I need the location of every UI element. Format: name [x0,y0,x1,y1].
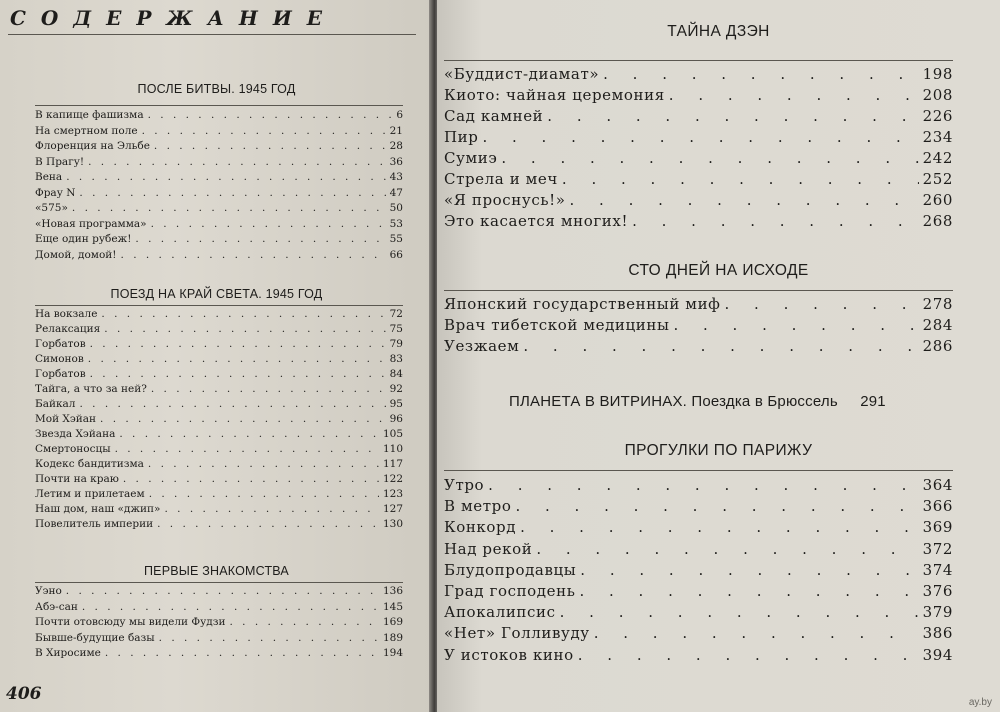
dot-leader [82,601,379,613]
toc-entry [444,518,953,536]
dot-leader [66,585,379,597]
section-rule [35,305,403,306]
section-heading: ПОСЛЕ БИТВЫ. 1945 ГОД [137,82,296,96]
toc-entry-title: Летим и прилетаем [35,488,145,500]
page-ref: 379 [922,603,953,622]
toc-entry [35,338,403,350]
toc-entry-title: Флоренция на Эльбе [35,140,150,152]
toc-entry [444,337,953,355]
toc-entry [35,473,403,485]
dot-leader [594,624,919,642]
page-ref: 122 [382,473,403,485]
page-ref: 110 [382,443,403,455]
dot-leader [148,109,393,121]
toc-entry [444,65,953,83]
dot-leader [725,295,919,313]
toc-entry [35,413,403,425]
toc-entry-title: Бывше-будущие базы [35,631,155,644]
toc-entry-title: У истоков кино [444,645,574,664]
dot-leader [562,170,919,188]
toc-entry [35,616,403,628]
toc-entry [35,171,403,183]
left-page [0,0,433,712]
dot-leader [154,140,386,152]
toc-entry [35,353,403,365]
page-ref: 366 [922,497,953,516]
dot-leader [72,202,386,214]
toc-entry-title: Горбатов [35,368,86,380]
toc-entry-title: Это касается многих! [444,212,629,230]
toc-entry-title: В Прагу! [35,155,85,168]
dot-leader [632,212,918,230]
page-ref: 376 [922,582,953,600]
toc-entry-title: «Новая программа» [35,217,147,230]
toc-entry-title: Наш дом, наш «джип» [35,503,161,515]
toc-entry-title: Утро [444,476,485,494]
toc-entry-title: Почти на краю [35,473,119,485]
page-ref: 105 [382,428,403,440]
section-rule [35,105,403,106]
section-heading: ПОЕЗД НА КРАЙ СВЕТА. 1945 ГОД [110,287,323,301]
toc-entry [35,233,403,245]
toc-entry [444,603,953,621]
page-ref: 47 [389,186,403,199]
dot-leader [88,156,386,168]
dot-leader [149,488,379,500]
page-ref: 43 [389,171,403,183]
toc-entry [444,646,953,664]
toc-entry [444,561,953,579]
page-ref: 53 [389,217,403,230]
page-ref: 96 [389,413,403,425]
toc-entry [35,187,403,199]
dot-leader [115,443,379,455]
page-ref: 386 [922,624,953,643]
toc-entry [35,323,403,335]
dot-leader [90,338,386,350]
toc-entry [35,125,403,137]
section-rule [444,290,953,291]
section-subtitle: Поездка в Брюссель [691,393,838,410]
dot-leader [488,476,918,494]
toc-entry-title: Байкал [35,398,76,410]
toc-entry [35,109,403,121]
toc-entry [35,632,403,644]
dot-leader [579,582,918,600]
header-rule [8,34,416,35]
toc-entry [444,128,953,146]
page-ref: 291 [860,393,886,410]
toc-entry [35,458,403,470]
page-ref: 208 [922,86,953,104]
page-ref: 36 [389,155,403,168]
toc-entry-title: На смертном поле [35,124,138,137]
toc-entry-title: «575» [35,202,68,214]
page-ref: 83 [389,353,403,365]
page-ref: 50 [389,202,403,214]
dot-leader [148,458,379,470]
toc-entry [35,218,403,230]
page-ref: 260 [922,191,953,209]
toc-entry-title: Пир [444,128,479,146]
toc-entry [35,368,403,380]
toc-entry-title: Сумиэ [444,149,498,167]
toc-entry [444,476,953,494]
toc-entry-title: Абэ-сан [35,600,78,613]
dot-leader [673,316,918,334]
dot-leader [229,616,378,628]
toc-entry [444,624,953,642]
dot-leader [669,86,919,104]
toc-entry [444,212,953,230]
toc-entry-title: В метро [444,497,512,516]
page-ref: 136 [382,585,403,597]
toc-entry-title: Домой, домой! [35,248,117,261]
toc-entry-title: Над рекой [444,539,533,558]
page-ref: 6 [396,109,403,121]
dot-leader [560,603,919,621]
toc-entry-title: Релаксация [35,323,101,335]
toc-entry [444,191,953,209]
page-ref: 278 [922,295,953,313]
toc-entry [35,202,403,214]
toc-entry-title: Смертоносцы [35,443,111,455]
page-ref: 21 [389,124,403,137]
page-ref: 66 [389,248,403,261]
toc-entry-title: Вена [35,171,63,183]
dot-leader [88,353,386,365]
section-heading: ПРОГУЛКИ ПО ПАРИЖУ [624,442,813,459]
toc-entry [444,582,953,600]
toc-entry [444,170,953,188]
dot-leader [578,646,919,664]
toc-entry [35,503,403,515]
toc-entry-title: Апокалипсис [444,603,556,622]
toc-entry [35,601,403,613]
toc-entry [444,497,953,515]
toc-entry-title: Блудопродавцы [444,560,577,579]
dot-leader [104,323,385,335]
dot-leader [520,518,918,536]
dot-leader [79,398,385,410]
section-heading: СТО ДНЕЙ НА ИСХОДЕ [628,262,809,279]
page-ref: 117 [382,458,403,470]
toc-entry-title: Сад камней [444,107,544,125]
toc-entry [444,540,953,558]
page-ref: 95 [389,398,403,410]
page-ref: 130 [382,518,403,530]
toc-entry-title: Киото: чайная церемония [444,86,665,104]
dot-leader [66,171,385,183]
toc-entry-title: Почти отовсюду мы видели Фудзи [35,616,226,628]
dot-leader [570,191,919,209]
dot-leader [100,413,386,425]
toc-entry-title: Фрау N [35,186,76,199]
page-ref: 372 [922,539,953,558]
dot-leader [142,125,386,137]
toc-entry-title: Звезда Хэйана [35,428,116,440]
page-ref: 268 [922,212,953,230]
toc-entry-title: Японский государственный миф [444,295,721,313]
page-ref: 394 [922,645,953,664]
page-number: 406 [6,684,42,704]
toc-entry-title: Повелитель империи [35,518,154,530]
page-ref: 284 [922,316,953,334]
dot-leader [121,249,386,261]
toc-entry-title: «Буддист-диамат» [444,65,600,83]
section-rule [444,470,953,471]
dot-leader [101,308,385,320]
toc-entry-title: Конкорд [444,518,517,537]
page-ref: 55 [389,233,403,245]
page-ref: 84 [389,368,403,380]
toc-entry-title: В Хиросиме [35,647,101,659]
toc-entry-title: «Я проснусь!» [444,191,566,209]
toc-entry [35,249,403,261]
section-rule [35,582,403,583]
dot-leader [536,540,918,558]
dot-leader [603,65,918,83]
dot-leader [515,497,918,515]
toc-entry-title: Уезжаем [444,337,520,355]
toc-entry-title: Град господень [444,582,576,600]
section-rule [444,60,953,61]
page-ref: 369 [922,518,953,537]
page-ref: 28 [389,140,403,152]
toc-entry-title: Мой Хэйан [35,413,97,425]
toc-entry [35,140,403,152]
section-heading: ПЕРВЫЕ ЗНАКОМСТВА [144,564,289,578]
dot-leader [79,187,385,199]
page-ref: 127 [382,503,403,515]
toc-entry-title: Уэно [35,585,62,597]
page-ref: 72 [389,308,403,320]
toc-entry [35,585,403,597]
toc-entry-title: Еще один рубеж! [35,233,132,245]
toc-entry [35,428,403,440]
dot-leader [119,428,379,440]
page-ref: 79 [389,338,403,350]
page-ref: 252 [922,170,953,188]
toc-entry-title: Врач тибетской медицины [444,316,670,334]
toc-entry-title: Горбатов [35,338,86,350]
dot-leader [580,561,918,579]
page-ref: 242 [922,149,953,167]
dot-leader [105,647,379,659]
toc-entry-title: На вокзале [35,308,98,320]
toc-entry-title: Стрела и меч [444,170,558,188]
toc-entry-title: В капище фашизма [35,109,144,121]
page-ref: 75 [389,323,403,335]
page-ref: 145 [382,600,403,613]
toc-entry [444,316,953,334]
page-ref: 226 [922,107,953,125]
dot-leader [123,473,379,485]
page-ref: 374 [922,560,953,579]
dot-leader [90,368,386,380]
page-ref: 286 [922,337,953,355]
dot-leader [482,128,918,146]
toc-entry-title: Тайга, а что за ней? [35,383,147,395]
toc-entry [35,443,403,455]
page-ref: 123 [382,488,403,500]
toc-entry [35,383,403,395]
toc-entry [444,86,953,104]
dot-leader [164,503,378,515]
toc-entry [444,107,953,125]
dot-leader [159,632,379,644]
section-heading: ПЛАНЕТА В ВИТРИНАХ. [509,393,688,410]
toc-entry-title: «Нет» Голливуду [444,624,590,643]
section-heading: ТАЙНА ДЗЭН [667,23,770,40]
toc-entry [35,518,403,530]
toc-entry [35,156,403,168]
toc-entry [35,308,403,320]
dot-leader [151,383,386,395]
toc-entry [35,647,403,659]
toc-entry-brussels [509,393,886,410]
dot-leader [157,518,379,530]
page-ref: 92 [389,383,403,395]
watermark: ay.by [968,697,992,708]
dot-leader [523,337,918,355]
page-ref: 194 [382,647,403,659]
page-ref: 364 [922,476,953,494]
dot-leader [547,107,918,125]
dot-leader [501,149,918,167]
page-ref: 169 [382,616,403,628]
toc-entry [444,295,953,313]
toc-entry-title: Кодекс бандитизма [35,458,144,470]
toc-entry [35,398,403,410]
toc-entry [444,149,953,167]
page-ref: 234 [922,128,953,146]
page-ref: 189 [382,631,403,644]
page-ref: 198 [922,65,953,83]
toc-entry [35,488,403,500]
dot-leader [151,218,386,230]
dot-leader [135,233,385,245]
contents-title: СОДЕРЖАНИЕ [10,6,337,30]
right-page [437,0,1000,712]
toc-entry-title: Симонов [35,353,84,365]
